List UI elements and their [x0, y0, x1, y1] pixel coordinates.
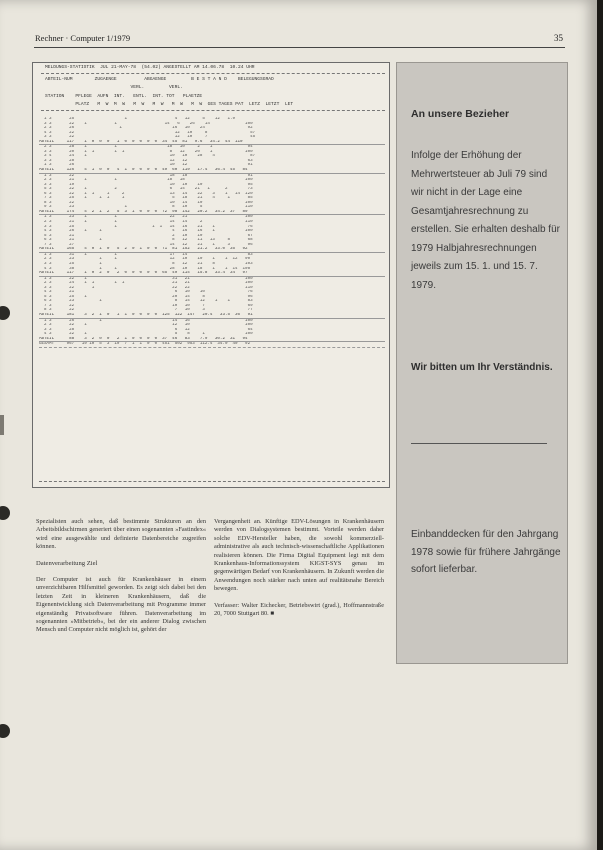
printout-row: 4 3 26 1 1 4 16 16 1 100: [39, 229, 253, 234]
printout-row: 1 3 22 18 18 91: [39, 173, 253, 178]
article-paragraph: Der Computer ist auch für Krankenhäuser in einem unverzichtbaren Hilfsmittel geworden. Es zeigt sich dabei bei den letzten Zeit in kleineren Krankenhäusern, daß die Eigenentwicklung sich Datenverarbeitung mit Programme immer eigenständig Privatsoftware führen. Datenverarbeitung im sogenannten »Mitbetrieb«, bei der ein anderer Dialog zwischen Mensch und Computer nicht möglich ist, gehört der: [36, 576, 206, 634]
printout-column-header-2: VERL. VERL.: [45, 85, 183, 90]
printout-row: 4 3 22 12 10 8 57: [39, 130, 256, 135]
printout-row: 1 3 25 1 4 12 5 12 1.9: [39, 117, 236, 121]
printout-row: 2 3 26 1 16 10 24 92: [39, 126, 253, 131]
printout-row: 4 3 21 6 10 10 76: [39, 290, 253, 295]
printout-rows: [39, 117, 385, 477]
printout-title: MELDUNGS-STATISTIK JUL 21-MAY-78 (54.02) ANGESTELLT AM 14.06.78 10.24 UHR: [45, 65, 255, 70]
printout-row: 3 3 19 10 10 10 95: [39, 182, 253, 187]
printout-row: 6 3 22 1 1 1 2 13 14 22 3 1 14 120: [39, 191, 253, 196]
printout-total-row: GESAMT 967 19 10 5 3 19 7 1 1 0 0 451 502 953 112.4 34.0 40 92: [39, 342, 385, 348]
printout-row: 3 3 22 1 1 14 6 26 14 100: [39, 121, 253, 126]
printout-row: 8 3 22 10 14 10 100: [39, 200, 253, 205]
printout-total-row: ABTEIL 117 1 0 2 0 2 0 0 0 0 0 65 49 114 15.8 33.4 34 97: [39, 271, 385, 277]
page-number: 35: [554, 33, 563, 43]
printout-row: 2 3 22 1 12 10 100: [39, 323, 253, 328]
binding-hole: [0, 724, 10, 738]
printout-footer-rule: [39, 481, 385, 482]
printout-row: 8 3 22 7 10 3 77: [39, 308, 253, 313]
article-paragraph: Vergangenheit an. Künftige EDV-Lösungen in Krankenhäusern werden von Dialogsystemen bestimmt. Vorteile werden daher solche EDV-Hersteller haben, die sowohl kommerziell-administrative als auch technisch-wissenschaftliche Applikationen realisieren können. Die Firma Digital Equipment legt mit dem Krankenhaus-Informationssystem KIGST-SYS genau im gegenwärtigen Bedarf von Krankenhäusern. In Zukunft werden die Anwendungen noch stärker nach unten auf realitätsnahe Bereich bewegen.: [214, 518, 384, 593]
author-credit-text: Verfasser: Walter Eichecker, Betriebswirt (grad.), Hoffmannstraße 20, 7000 Stuttgart 80.: [214, 601, 384, 618]
notice-sidebar: [396, 62, 568, 664]
article-subheading: Datenverarbeitung Ziel: [36, 559, 98, 567]
printout-row: 2 3 23 1 1 12 10 10 1 1 12 90: [39, 257, 251, 262]
printout-row: 3 3 28 12 12 63: [39, 158, 253, 163]
printout-rule: [41, 73, 385, 74]
printout-row: 3 3 25 1 8 12 21 8 103: [39, 261, 253, 266]
notice-closing: Wir bitten um Ihr Verständnis.: [411, 362, 553, 373]
printout-total-row: ABTEIL 126 4 1 0 0 4 1 0 0 0 0 49 60 119 17.4 36.4 45 84: [39, 168, 385, 174]
printout-row: 3 3 22 1 22 22 110: [39, 285, 253, 290]
notice-title: An unsere Bezieher: [411, 108, 510, 120]
printout-total-row: ABTEIL 117 1 0 0 0 1 0 0 0 0 0 34 45 81 9.6 34.2 44 110: [39, 140, 385, 146]
printout-row: 3 4 24 1 10 10 28 4 87: [39, 154, 256, 159]
printout-row: 9 3 23 1 8 10 5 110: [39, 205, 253, 210]
printout-row: 3 3 20 1 1 1 1 8 12 20 1 100: [39, 149, 253, 154]
printout-rule: [41, 110, 385, 111]
notice-divider: [411, 443, 547, 444]
printout-row: 5 3 21 2 10 10 67: [39, 233, 253, 238]
article-column-left: [36, 518, 206, 643]
printout-row: 1 3 31 1 1 17 14 83: [39, 252, 253, 257]
printout-row: 2 3 28 1 1 18 10 2 1 94: [39, 145, 253, 150]
article-column-middle: [214, 518, 384, 626]
printout-row: 3 3 25 1 1 1 14 16 21 1 76: [39, 224, 253, 229]
printout-row: 1 3 26 1 14 16 100: [39, 318, 253, 323]
author-credit: [214, 602, 384, 619]
binder-advert: Einbanddecken für den Jahrgang 1978 sowie für frühere Jahrgänge sofort lieferbar.: [411, 529, 561, 575]
printout-row: 2 3 21 1 1 18 18 100: [39, 178, 253, 183]
printout-row: 4 3 38 1 1 28 10 18 1 1 14 108: [39, 266, 251, 271]
printout-total-row: ABTEIL 165 4 0 1 0 5 2 0 1 0 0 71 81 152 21.2 33.0 35 92: [39, 247, 385, 253]
running-head: Rechner · Computer 1/1979: [35, 33, 131, 43]
printout-row: 7 3 27 14 12 21 1 3 96: [39, 242, 253, 247]
printout-column-header-4: PLATZ M W M W M W M W M W M W GES TAGES PAT LETZ LETZT LET: [45, 102, 294, 107]
printout-row: 7 3 22 10 10 7 69: [39, 303, 253, 308]
printout-row: 2 3 24 1 1 1 1 21 21 100: [39, 281, 253, 286]
printout-row: 2 3 21 1 1 14 14 2 110: [39, 220, 253, 225]
printout-row: 4 3 22 1 5 8 1 100: [39, 332, 253, 337]
binding-edge-mark: [0, 415, 4, 435]
printout-total-row: ABTEIL 174 4 2 1 2 5 3 1 0 0 0 72 98 142 20.2 34.2 37 89: [39, 210, 385, 216]
header-rule: [34, 47, 565, 48]
printout-row: 6 3 23 1 8 14 12 1 1 83: [39, 299, 253, 304]
article-paragraph: Spezialisten auch sehen, daß bestimmte Strukturen an den Arbeitsbildschirmen generiert über einen sogenannten »Fastindex« wird eine ausgewählte und definierte Datenbereiche zugreifen können.: [36, 518, 206, 551]
printout-row: 5 3 25 1 20 14 8 96: [39, 294, 253, 299]
end-mark: ■: [270, 610, 275, 618]
printout-column-header-1: ABTEIL-NUM ZUGAENGE ABGAENGE B E S T A N D BELEGUNGSGRAD: [45, 76, 274, 82]
printout-column-header-3: STATION PFLEGE AUFN INT. ENTL. INT. TOT PLAETZE: [45, 93, 203, 99]
printout-total-row: ABTEIL 181 3 2 1 0 1 1 0 0 0 0 125 122 147 20.4 33.5 36 91: [39, 313, 385, 319]
printout-row: 5 3 22 1 2 6 14 21 1 2 73: [39, 187, 253, 192]
binding-hole: [0, 506, 10, 520]
printout-row: 1 3 26 10 12 91: [39, 163, 253, 168]
printout-total-row: ABTEIL 88 3 2 0 0 2 1 0 0 0 0 37 46 83 7.9 30.2 31 94: [39, 337, 385, 343]
printout-row: 7 3 25 1 1 1 1 5 18 21 4 1 85: [39, 196, 253, 201]
printout-row: 1 3 22 1 31 21 100: [39, 276, 253, 281]
printout-row: 1 3 23 1 1 22 21 100: [39, 215, 253, 220]
printout-row: 3 3 28 6 12 64: [39, 327, 253, 332]
printout-row: 3 3 22 12 10 7 45: [39, 135, 256, 140]
binding-hole: [0, 306, 10, 320]
printout-row: 6 3 21 1 8 12 11 13 8 68: [39, 238, 253, 243]
statistics-printout: [32, 62, 390, 488]
notice-body: Infolge der Erhöhung der Mehrwertsteuer ab Juli 79 sind wir nicht in der Lage eine Gesamtjahresrechnung zu erstellen. Sie erhalten deshalb für 1979 Halbjahresrechnungen jeweils zum 15. 1. und 15. 7. 1979.: [411, 150, 560, 291]
